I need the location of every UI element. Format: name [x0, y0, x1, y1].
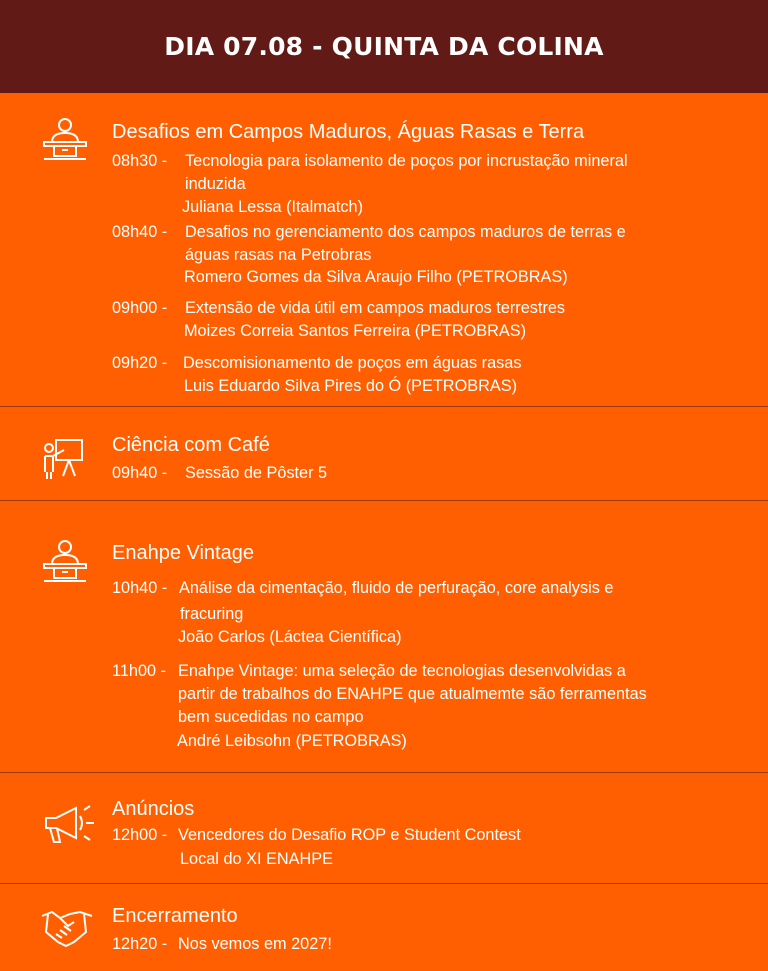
item-title: fracuring [180, 605, 244, 623]
item-title: bem sucedidas no campo [178, 708, 364, 726]
item-speaker: Local do XI ENAHPE [180, 850, 333, 868]
schedule-item [112, 660, 647, 750]
item-time: 12h00 - [112, 826, 168, 844]
section-title: Ciência com Café [112, 434, 270, 456]
schedule-item [112, 221, 626, 286]
item-title: Nos vemos em 2027! [178, 935, 332, 953]
section-title: Desafios em Campos Maduros, Águas Rasas e Terra [112, 121, 585, 143]
item-time: 08h30 - [112, 152, 168, 170]
item-title: Enahpe Vintage: uma seleção de tecnologias desenvolvidas a [178, 662, 626, 680]
item-time: 08h40 - [112, 223, 168, 241]
speaker-podium-icon [40, 116, 90, 162]
schedule-item [112, 352, 522, 395]
item-speaker: Juliana Lessa (Italmatch) [182, 198, 363, 216]
speaker-podium-icon [40, 538, 90, 584]
handshake-icon [40, 904, 94, 950]
page-header [0, 0, 768, 93]
section-title: Anúncios [112, 798, 195, 820]
section-divider [0, 883, 768, 884]
item-title: Descomisionamento de poços em águas rasas [183, 354, 522, 372]
item-speaker: João Carlos (Láctea Científica) [178, 628, 402, 646]
schedule-item [112, 824, 521, 868]
item-time: 09h40 - [112, 464, 168, 482]
item-time: 09h00 - [112, 299, 168, 317]
item-time: 09h20 - [112, 354, 168, 372]
item-time: 11h00 - [112, 662, 167, 680]
presentation-board-icon [40, 436, 86, 482]
item-speaker: Luis Eduardo Silva Pires do Ó (PETROBRAS) [184, 377, 517, 395]
schedule-item [112, 150, 628, 216]
item-title: partir de trabalhos do ENAHPE que atualmemte são ferramentas [178, 685, 647, 703]
schedule-item [112, 577, 614, 646]
section-title: Enahpe Vintage [112, 542, 254, 564]
item-title: induzida [185, 175, 246, 193]
item-time: 10h40 - [112, 579, 168, 597]
item-title: Vencedores do Desafio ROP e Student Contest [178, 826, 521, 844]
schedule-item [112, 933, 332, 956]
megaphone-icon [40, 802, 96, 848]
item-title: Análise da cimentação, fluido de perfuração, core analysis e [179, 579, 614, 597]
schedule-item [112, 462, 328, 485]
item-title: Sessão de Pôster 5 [185, 464, 328, 482]
page-title: DIA 07.08 - QUINTA DA COLINA [164, 32, 604, 61]
item-title: águas rasas na Petrobras [185, 246, 372, 264]
item-speaker: André Leibsohn (PETROBRAS) [177, 732, 407, 750]
item-title: Desafios no gerenciamento dos campos maduros de terras e [185, 223, 626, 241]
item-speaker: Moizes Correia Santos Ferreira (PETROBRAS) [184, 322, 526, 340]
item-speaker: Romero Gomes da Silva Araujo Filho (PETROBRAS) [184, 268, 568, 286]
section-divider [0, 406, 768, 407]
item-time: 12h20 - [112, 935, 168, 953]
section-divider [0, 500, 768, 501]
item-title: Tecnologia para isolamento de poços por incrustação mineral [185, 152, 628, 170]
schedule-item [112, 297, 566, 340]
section-divider [0, 772, 768, 773]
section-title: Encerramento [112, 905, 238, 927]
item-title: Extensão de vida útil em campos maduros terrestres [185, 299, 566, 317]
